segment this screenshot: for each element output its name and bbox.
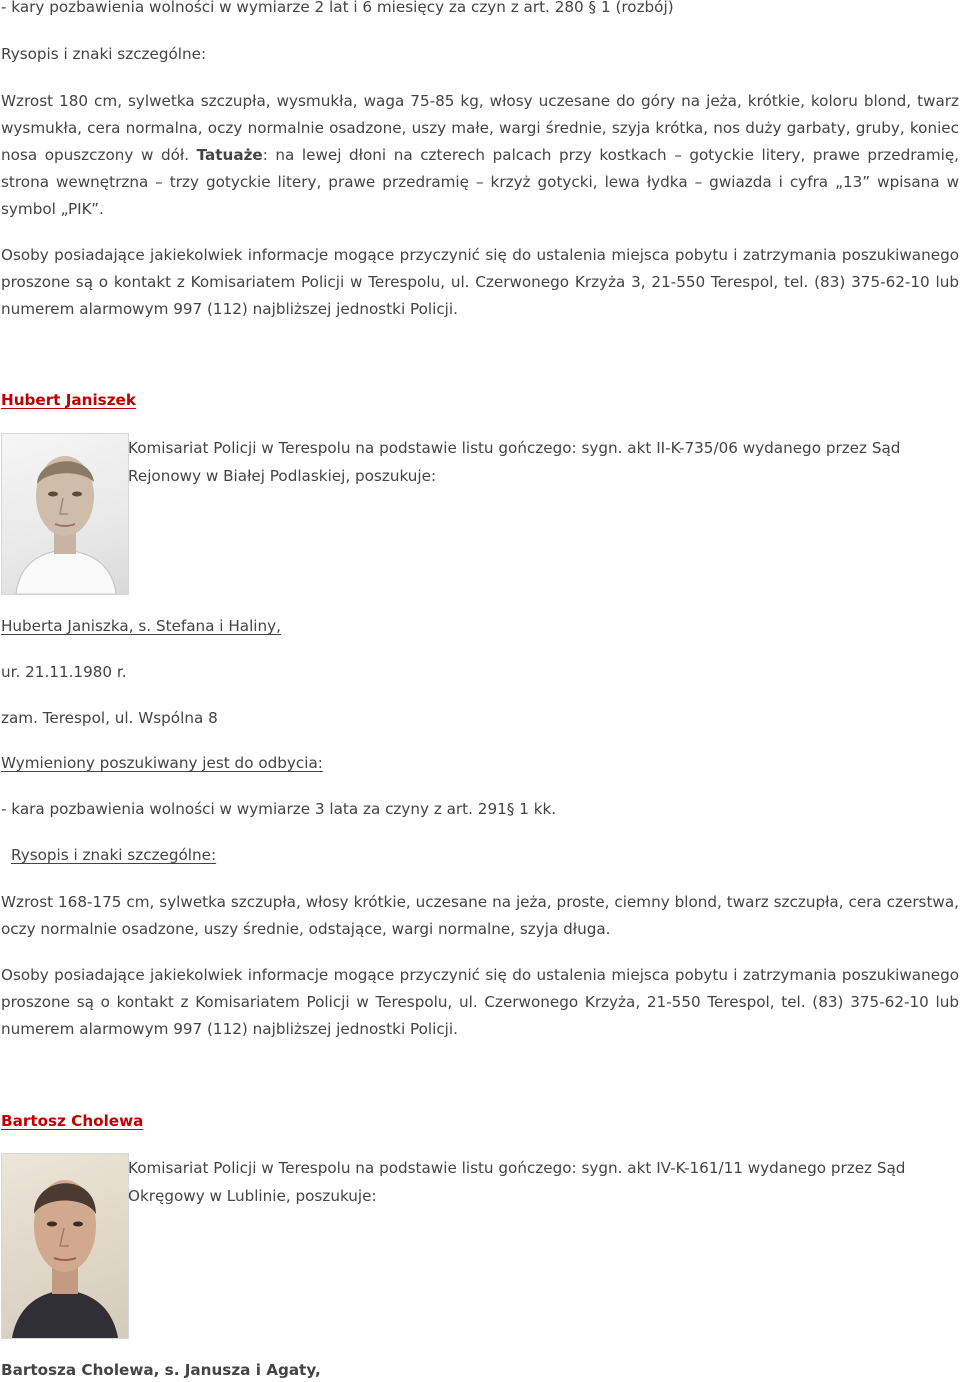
person1-contact: Osoby posiadające jakiekolwiek informacje mogące przyczynić się do ustalenia miejsca pobytu i zatrzymania poszukiwanego proszone są o kontakt z Komisariatem Policji w Terespolu, ul. Czerwonego Krzyża, 21-550 Terespol, tel. (83) 375-62-10 lub numerem alarmowym 997 (112) najbliższej jednostki Policji. xyxy=(1,966,959,1038)
description-top xyxy=(1,88,959,223)
description-lead: Wzrost 180 cm, sylwetka szczupła, wysmukła, waga 75-85 kg, włosy uczesane do góry na jeża, krótkie, koloru blond, twarz wysmukła, cera normalna, oczy normalnie osadzone, uszy małe, wargi średnie, szyja krótka, nos duży garbaty, gruby, koniec nosa opuszczony w dół. xyxy=(1,92,959,164)
rysopis-heading-top: Rysopis i znaki szczególne: xyxy=(1,45,207,63)
person1-description: Wzrost 168-175 cm, sylwetka szczupła, włosy krótkie, uczesane na jeża, proste, ciemny blond, twarz szczupła, cera czerstwa, oczy normalnie osadzone, uszy średnie, odstające, wargi normalne, szyja długa. xyxy=(1,893,959,938)
person2-intro: Komisariat Policji w Terespolu na podstawie listu gończego: sygn. akt IV-K-161/11 wydanego przez Sąd Okręgowy w Lublinie, poszukuje: xyxy=(128,1159,906,1205)
person2-full-name: Bartosza Cholewa, s. Janusza i Agaty, xyxy=(1,1361,321,1379)
penalty-line-top: - kary pozbawienia wolności w wymiarze 2 lat i 6 miesięcy za czyn z art. 280 § 1 (rozbój) xyxy=(1,0,674,16)
contact-top: Osoby posiadające jakiekolwiek informacje mogące przyczynić się do ustalenia miejsca pobytu i zatrzymania poszukiwanego proszone są o kontakt z Komisariatem Policji w Terespolu, ul. Czerwonego Krzyża 3, 21-550 Terespol, tel. (83) 375-62-10 lub numerem alarmowym 997 (112) najbliższej jednostki Policji. xyxy=(1,246,959,318)
person2-portrait-image xyxy=(2,1154,128,1338)
person1-penalty: - kara pozbawienia wolności w wymiarze 3 lata za czyny z art. 291§ 1 kk. xyxy=(1,800,557,818)
tattoo-label: Tatuaże xyxy=(196,146,263,164)
person1-photo xyxy=(1,433,129,595)
person1-portrait-image xyxy=(2,434,128,594)
person1-name-link[interactable]: Hubert Janiszek xyxy=(1,391,136,409)
person1-full-name: Huberta Janiszka, s. Stefana i Haliny, xyxy=(1,617,281,635)
person1-intro: Komisariat Policji w Terespolu na podstawie listu gończego: sygn. akt II-K-735/06 wydanego przez Sąd Rejonowy w Białej Podlaskiej, poszukuje: xyxy=(128,439,901,485)
person1-born: ur. 21.11.1980 r. xyxy=(1,663,127,681)
person1-rysopis-heading: Rysopis i znaki szczególne: xyxy=(11,846,217,864)
person2-photo xyxy=(1,1153,129,1339)
person2-name-link[interactable]: Bartosz Cholewa xyxy=(1,1112,144,1130)
tattoo-text: : na lewej dłoni na czterech palcach przy kostkach – gotyckie litery, prawe przedramię, strona wewnętrzna – trzy gotyckie litery, prawe przedramię – krzyż gotycki, lewa łydka – gwiazda i cyfra „13” wpisana w symbol „PIK”. xyxy=(1,146,959,218)
person1-wanted-label: Wymieniony poszukiwany jest do odbycia: xyxy=(1,754,323,772)
person1-address: zam. Terespol, ul. Wspólna 8 xyxy=(1,709,218,727)
